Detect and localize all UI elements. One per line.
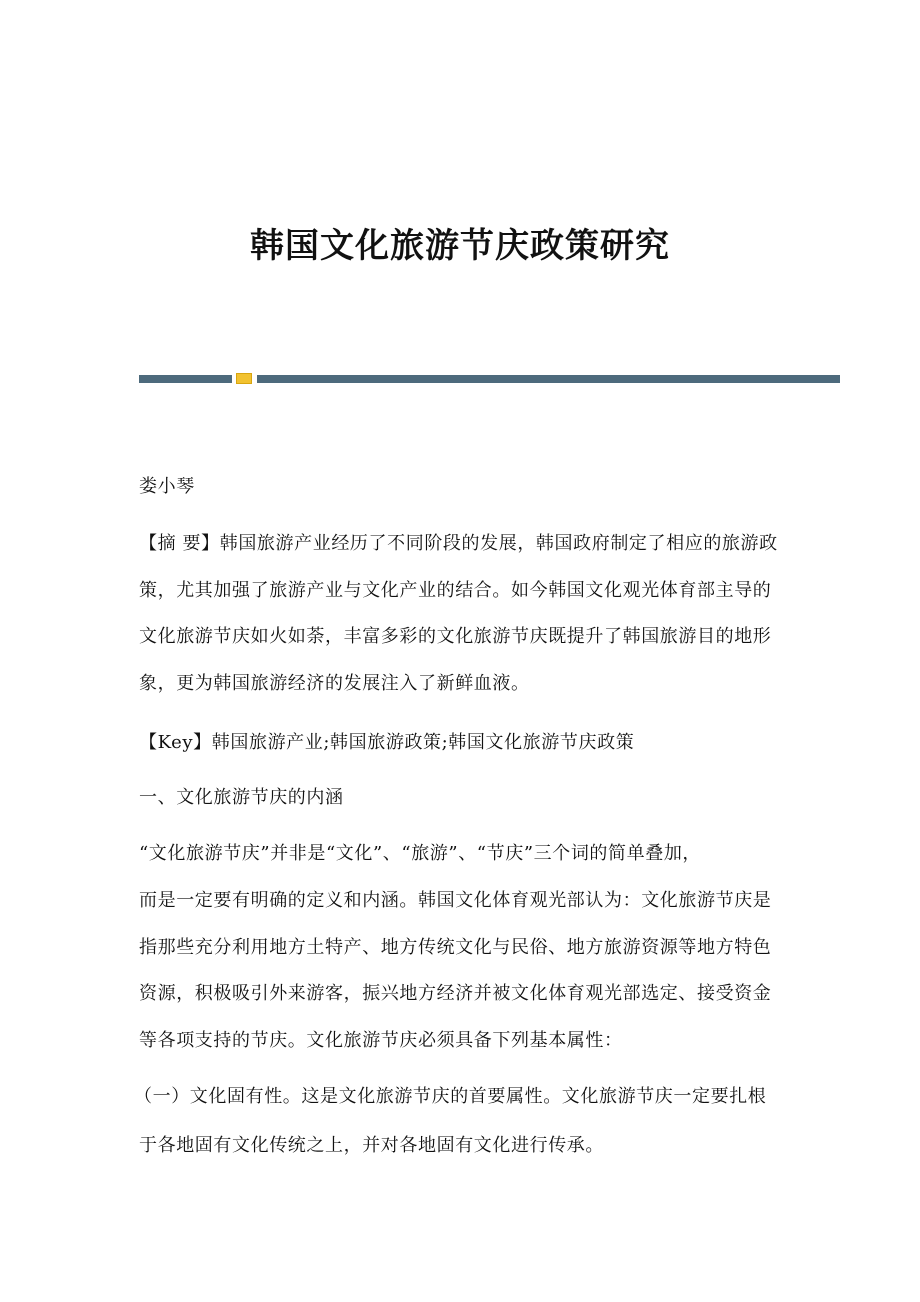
body-line: 于各地固有文化传统之上，并对各地固有文化进行传承。 <box>139 1135 604 1156</box>
document-title: 韩国文化旅游节庆政策研究 <box>250 226 670 266</box>
body-line: 资源，积极吸引外来游客，振兴地方经济并被文化体育观光部选定、接受资金 <box>139 983 772 1004</box>
body-line: 等各项支持的节庆。文化旅游节庆必须具备下列基本属性： <box>139 1030 623 1051</box>
divider-ornament <box>236 373 252 384</box>
abstract-line: 【摘 要】韩国旅游产业经历了不同阶段的发展，韩国政府制定了相应的旅游政 <box>139 533 778 554</box>
divider-bar-right <box>257 375 840 383</box>
abstract-line: 策，尤其加强了旅游产业与文化产业的结合。如今韩国文化观光体育部主导的 <box>139 580 772 601</box>
divider-bar-left <box>139 375 232 383</box>
keywords: 【Key】韩国旅游产业;韩国旅游政策;韩国文化旅游节庆政策 <box>139 732 635 753</box>
author: 娄小琴 <box>139 476 195 497</box>
section-heading: 一、文化旅游节庆的内涵 <box>139 787 344 808</box>
body-line: 指那些充分利用地方土特产、地方传统文化与民俗、地方旅游资源等地方特色 <box>139 937 772 958</box>
abstract-line: 象，更为韩国旅游经济的发展注入了新鲜血液。 <box>139 673 530 694</box>
body-line: （一）文化固有性。这是文化旅游节庆的首要属性。文化旅游节庆一定要扎根 <box>134 1086 767 1107</box>
abstract-line: 文化旅游节庆如火如荼，丰富多彩的文化旅游节庆既提升了韩国旅游目的地形 <box>139 626 772 647</box>
body-line: “文化旅游节庆”并非是“文化”、“旅游”、“节庆”三个词的简单叠加， <box>139 843 702 864</box>
body-line: 而是一定要有明确的定义和内涵。韩国文化体育观光部认为：文化旅游节庆是 <box>139 890 772 911</box>
